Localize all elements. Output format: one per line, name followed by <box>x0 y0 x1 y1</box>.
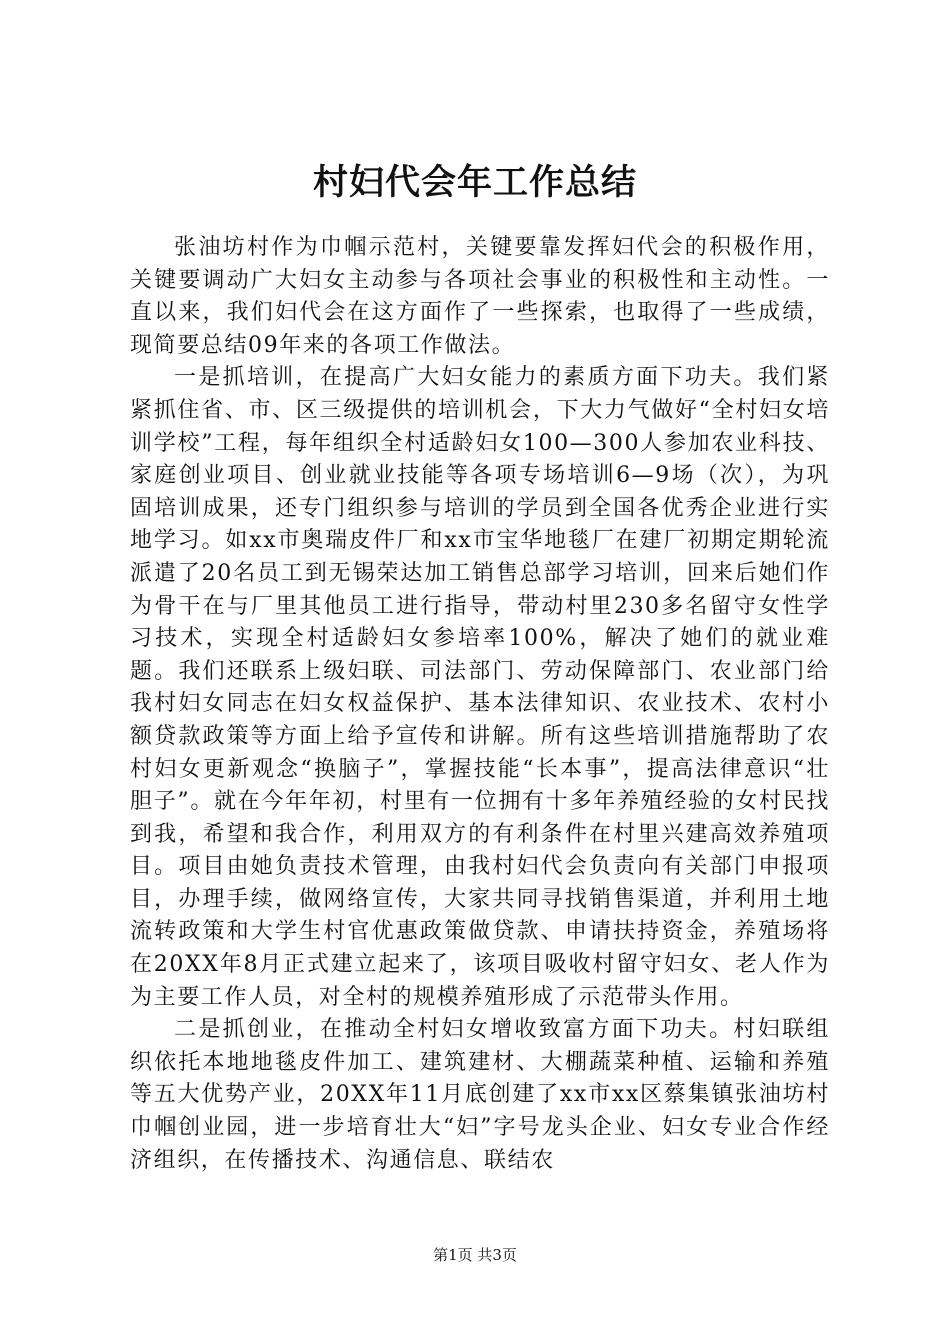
paragraph-intro: 张油坊村作为巾帼示范村，关键要靠发挥妇代会的积极作用，关键要调动广大妇女主动参与各项社会事业的积极性和主动性。一直以来，我们妇代会在这方面作了一些探索，也取得了一些成绩，现简要总结09年来的各项工作做法。 <box>130 235 830 358</box>
document-title: 村妇代会年工作总结 <box>312 163 637 203</box>
paragraph-entrepreneurship: 二是抓创业，在推动全村妇女增收致富方面下功夫。村妇联组织依托本地地毯皮件加工、建筑建材、大棚蔬菜种植、运输和养殖等五大优势产业，20XX年11月底创建了xx市xx区蔡集镇张油坊村巾帼创业园，进一步培育壮大“妇”字号龙头企业、妇女专业合作经济组织，在传播技术、沟通信息、联结农 <box>130 1017 830 1173</box>
document-body <box>130 232 830 1177</box>
page-footer: 第1页 共3页 <box>433 1246 517 1264</box>
paragraph-training: 一是抓培训，在提高广大妇女能力的素质方面下功夫。我们紧紧抓住省、市、区三级提供的培训机会，下大力气做好“全村妇女培训学校”工程，每年组织全村适龄妇女100—300人参加农业科技、家庭创业项目、创业就业技能等各项专场培训6—9场（次），为巩固培训成果，还专门组织参与培训的学员到全国各优秀企业进行实地学习。如xx市奥瑞皮件厂和xx市宝华地毯厂在建厂初期定期轮流派遣了20名员工到无锡荣达加工销售总部学习培训，回来后她们作为骨干在与厂里其他员工进行指导，带动村里230多名留守女性学习技术，实现全村适龄妇女参培率100%，解决了她们的就业难题。我们还联系上级妇联、司法部门、劳动保障部门、农业部门给我村妇女同志在妇女权益保护、基本法律知识、农业技术、农村小额贷款政策等方面上给予宣传和讲解。所有这些培训措施帮助了农村妇女更新观念“换脑子”，掌握技能“长本事”，提高法律意识“壮胆子”。就在今年年初，村里有一位拥有十多年养殖经验的女村民找到我，希望和我合作，利用双方的有利条件在村里兴建高效养殖项目。项目由她负责技术管理，由我村妇代会负责向有关部门申报项目，办理手续，做网络宣传，大家共同寻找销售渠道，并利用土地流转政策和大学生村官优惠政策做贷款、申请扶持资金，养殖场将在20XX年8月正式建立起来了，该项目吸收村留守妇女、老人作为为主要工作人员，对全村的规模养殖形成了示范带头作用。 <box>130 365 830 1010</box>
